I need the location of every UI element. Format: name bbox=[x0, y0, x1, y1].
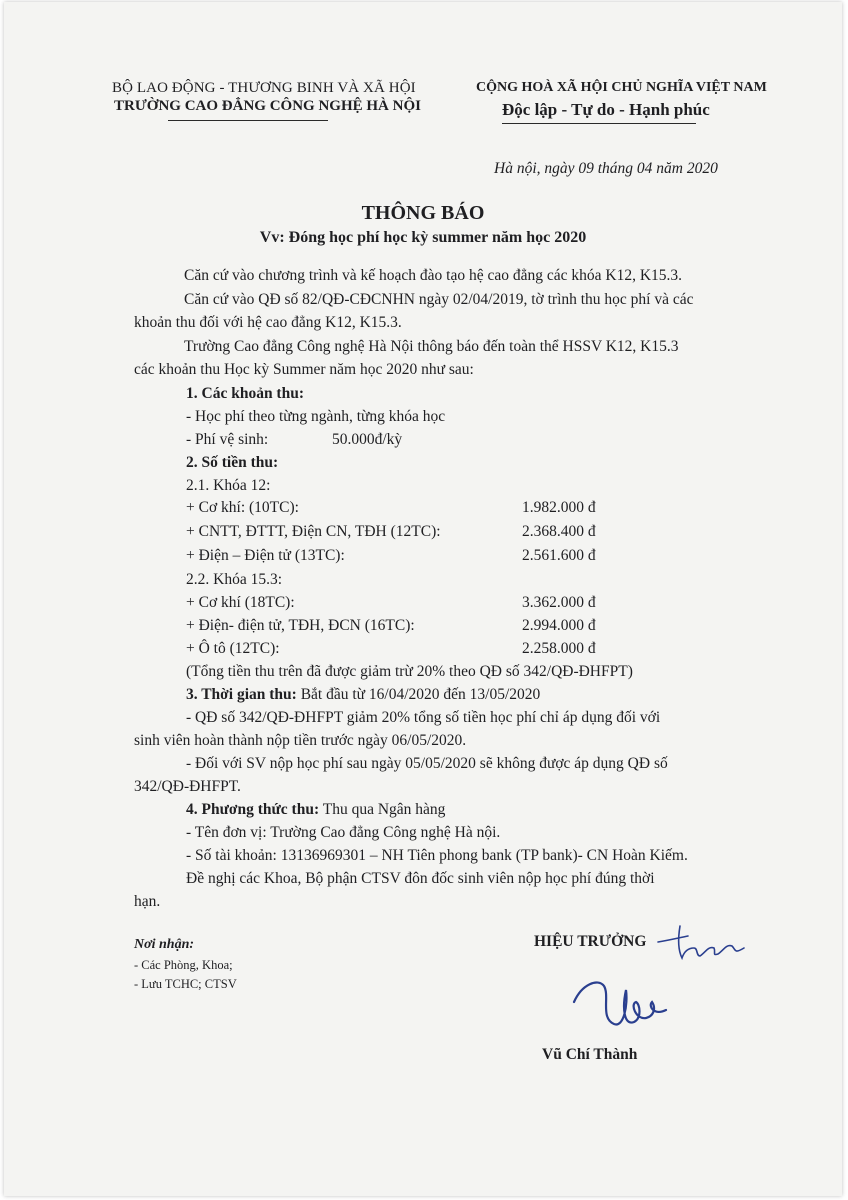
school-name: TRƯỜNG CAO ĐẲNG CÔNG NGHỆ HÀ NỘI bbox=[114, 98, 421, 114]
paragraph-3-line-2: các khoản thu Học kỳ Summer năm học 2020 như sau: bbox=[134, 361, 474, 378]
section-3-value: Bắt đầu từ 16/04/2020 đến 13/05/2020 bbox=[300, 686, 541, 703]
section-4-unit: - Tên đơn vị: Trường Cao đẳng Công nghệ Hà nội. bbox=[186, 824, 501, 841]
paragraph-2-line-1: Căn cứ vào QĐ số 82/QĐ-CĐCNHN ngày 02/04/2019, tờ trình thu học phí và các bbox=[184, 291, 694, 308]
fee-row-amount: 1.982.000 đ bbox=[522, 499, 596, 516]
section-4 bbox=[186, 800, 445, 820]
closing-line-1: Đề nghị các Khoa, Bộ phận CTSV đôn đốc sinh viên nộp học phí đúng thời bbox=[186, 870, 655, 887]
fee-row-amount: 3.362.000 đ bbox=[522, 594, 596, 611]
section-3-note-1-line-2: sinh viên hoàn thành nộp tiền trước ngày 06/05/2020. bbox=[134, 732, 467, 749]
fee-row-amount: 2.368.400 đ bbox=[522, 523, 596, 540]
ministry-name: BỘ LAO ĐỘNG - THƯƠNG BINH VÀ XÃ HỘI bbox=[112, 80, 416, 96]
k153-title: 2.2. Khóa 15.3: bbox=[186, 571, 283, 588]
section-2-title: 2. Số tiền thu: bbox=[186, 454, 279, 471]
section-1-item-2-label: - Phí vệ sinh: bbox=[186, 431, 269, 448]
fee-row-label: + CNTT, ĐTTT, Điện CN, TĐH (12TC): bbox=[186, 523, 441, 540]
section-4-value: Thu qua Ngân hàng bbox=[322, 801, 446, 818]
section-3 bbox=[186, 685, 540, 705]
section-3-note-1-line-1: - QĐ số 342/QĐ-ĐHFPT giảm 20% tổng số tiền học phí chỉ áp dụng đối với bbox=[186, 709, 661, 726]
fee-row-amount: 2.561.600 đ bbox=[522, 547, 596, 564]
document-title: THÔNG BÁO bbox=[361, 202, 485, 224]
fee-row-label: + Ô tô (12TC): bbox=[186, 640, 280, 657]
recipients-title: Nơi nhận: bbox=[134, 937, 195, 952]
section-1-item-1: - Học phí theo từng ngành, từng khóa học bbox=[186, 408, 446, 425]
date-line: Hà nội, ngày 09 tháng 04 năm 2020 bbox=[494, 160, 718, 177]
section-4-title: 4. Phương thức thu: bbox=[186, 801, 320, 818]
document-page bbox=[4, 2, 842, 1196]
fee-row-label: + Cơ khí (18TC): bbox=[186, 594, 295, 611]
fee-row-amount: 2.258.000 đ bbox=[522, 640, 596, 657]
document-subject: Vv: Đóng học phí học kỳ summer năm học 2020 bbox=[259, 229, 587, 246]
signer-name: Vũ Chí Thành bbox=[542, 1046, 638, 1063]
paragraph-2-line-2: khoản thu đối với hệ cao đẳng K12, K15.3. bbox=[134, 314, 402, 331]
paragraph-3-line-1: Trường Cao đẳng Công nghệ Hà Nội thông báo đến toàn thể HSSV K12, K15.3 bbox=[184, 338, 679, 355]
signature-mark-icon bbox=[570, 974, 680, 1034]
discount-note: (Tổng tiền thu trên đã được giảm trừ 20% theo QĐ số 342/QĐ-ĐHFPT) bbox=[186, 663, 633, 680]
section-1-title: 1. Các khoản thu: bbox=[186, 385, 304, 402]
national-motto: Độc lập - Tự do - Hạnh phúc bbox=[502, 100, 710, 119]
header-right-underline bbox=[502, 123, 696, 124]
country-name: CỘNG HOÀ XÃ HỘI CHỦ NGHĨA VIỆT NAM bbox=[476, 80, 767, 95]
recipient-item: - Các Phòng, Khoa; bbox=[134, 958, 233, 972]
paragraph-1: Căn cứ vào chương trình và kế hoạch đào tạo hệ cao đẳng các khóa K12, K15.3. bbox=[184, 267, 683, 284]
initials-mark-icon bbox=[656, 922, 748, 962]
fee-row-label: + Điện – Điện tử (13TC): bbox=[186, 547, 345, 564]
fee-row-label: + Cơ khí: (10TC): bbox=[186, 499, 299, 516]
section-3-note-2-line-1: - Đối với SV nộp học phí sau ngày 05/05/2020 sẽ không được áp dụng QĐ số bbox=[186, 755, 668, 772]
signature-role: HIỆU TRƯỞNG bbox=[534, 933, 647, 950]
fee-row-label: + Điện- điện tử, TĐH, ĐCN (16TC): bbox=[186, 617, 415, 634]
section-4-account: - Số tài khoản: 13136969301 – NH Tiên phong bank (TP bank)- CN Hoàn Kiếm. bbox=[186, 847, 688, 864]
closing-line-2: hạn. bbox=[134, 893, 161, 910]
section-1-item-2-value: 50.000đ/kỳ bbox=[332, 431, 403, 448]
k12-title: 2.1. Khóa 12: bbox=[186, 477, 271, 494]
header-left-underline bbox=[168, 120, 328, 121]
section-3-note-2-line-2: 342/QĐ-ĐHFPT. bbox=[134, 778, 241, 795]
fee-row-amount: 2.994.000 đ bbox=[522, 617, 596, 634]
section-3-title: 3. Thời gian thu: bbox=[186, 686, 297, 703]
recipient-item: - Lưu TCHC; CTSV bbox=[134, 977, 237, 991]
